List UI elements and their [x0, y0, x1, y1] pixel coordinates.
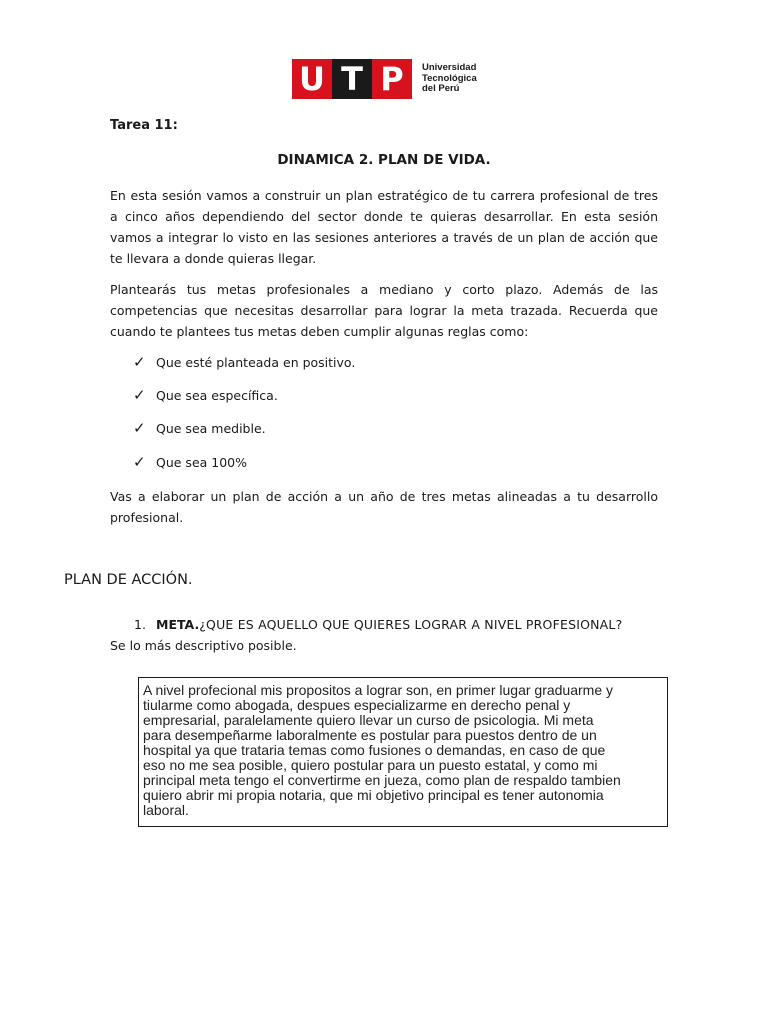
logo-letter-u: U [292, 59, 332, 99]
section-title-suffix: . [187, 572, 193, 588]
checklist-item-text: Que sea 100% [156, 454, 247, 470]
action-plan-paragraph: Vas a elaborar un plan de acción a un año de tres metas alineadas a tu desarrollo profesional. [110, 489, 658, 525]
answer-text [143, 683, 674, 818]
university-name-line: Tecnológica [422, 72, 477, 84]
goals-paragraph: Plantearás tus metas profesionales a mediano y corto plazo. Además de las competencias que necesitas desarrollar para lograr la meta trazada. Recuerda que cuando te plantees tus metas deben cumplir algunas reglas como: [110, 282, 658, 339]
checklist-item [133, 419, 266, 437]
check-icon: ✓ [133, 353, 146, 371]
answer-line: quiero abrir mi propia notaria, que mi objetivo principal es tener autonomia [143, 787, 604, 803]
check-icon: ✓ [133, 386, 146, 404]
checklist-item-text: Que sea medible. [156, 420, 266, 436]
answer-line: empresarial, paralelamente quiero llevar un curso de psicologia. Mi meta [143, 712, 594, 728]
question-instruction: Se lo más descriptivo posible. [110, 638, 297, 653]
logo-letter-p: P [372, 59, 412, 99]
section-title [64, 572, 193, 588]
question-label: META. [156, 617, 200, 632]
answer-line: laboral. [143, 802, 189, 818]
document-title: DINAMICA 2. PLAN DE VIDA. [277, 152, 491, 168]
utp-logo [292, 59, 477, 99]
question-text: ¿QUE ES AQUELLO QUE QUIERES LOGRAR A NIVEL PROFESIONAL? [199, 617, 623, 632]
intro-paragraph: En esta sesión vamos a construir un plan estratégico de tu carrera profesional de tres a cinco años dependiendo del sector donde te quieras desarrollar. En esta sesión vamos a integrar lo visto en las sesiones anteriores a través de un plan de acción que te llevara a donde quieras llegar. [110, 188, 658, 266]
answer-line: para desempeñarme laboralmente es postular para puestos dentro de un [143, 727, 597, 743]
answer-line: hospital ya que trataria temas como fusiones o demandas, en caso de que [143, 742, 606, 758]
question-number: 1. [134, 617, 146, 632]
utp-logo-mark [292, 59, 412, 99]
section-title-text: PLAN DE ACCIÓN [64, 572, 188, 588]
question-heading [134, 617, 622, 632]
check-icon: ✓ [133, 419, 146, 437]
answer-line: tiularme como abogada, despues especializarme en derecho penal y [143, 697, 571, 713]
university-name-line: del Perú [422, 83, 460, 95]
checklist-item [133, 386, 278, 404]
check-icon: ✓ [133, 453, 146, 471]
checklist-item [133, 353, 355, 371]
answer-text-box[interactable] [138, 677, 668, 827]
checklist-item-text: Que sea específica. [156, 387, 278, 403]
checklist-item [133, 453, 247, 471]
logo-letter-t: T [332, 59, 372, 99]
answer-line: eso no me sea posible, quiero postular para un puesto estatal, y como mi [143, 757, 598, 773]
checklist-item-text: Que esté planteada en positivo. [156, 354, 356, 370]
answer-line: A nivel profecional mis propositos a lograr son, en primer lugar graduarme y [143, 682, 614, 698]
university-name-line: Universidad [422, 62, 477, 74]
university-name [422, 63, 477, 95]
answer-line: principal meta tengo el convertirme en jueza, como plan de respaldo tambien [143, 772, 621, 788]
task-label: Tarea 11: [110, 118, 178, 133]
